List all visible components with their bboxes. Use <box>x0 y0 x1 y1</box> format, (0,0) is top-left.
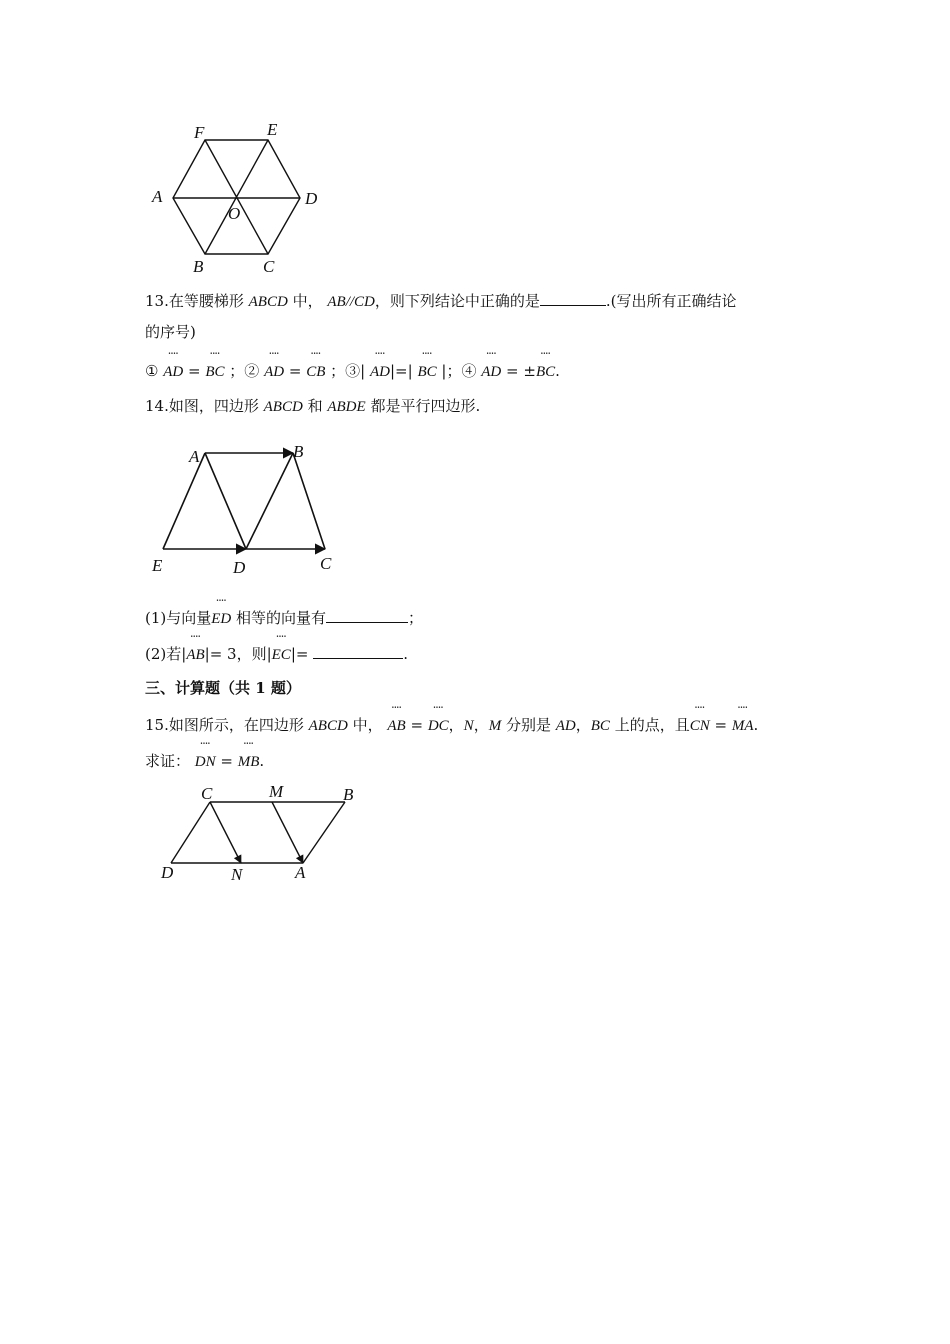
hex-label-a: A <box>152 187 163 206</box>
q15-figure <box>155 780 365 885</box>
q14-label-b: B <box>293 442 304 461</box>
parallelogram-figure <box>145 438 345 580</box>
q14-part2-blank[interactable] <box>313 644 403 659</box>
hex-label-e: E <box>267 120 278 139</box>
q15-label-c: C <box>201 784 213 803</box>
q15-label-d: D <box>161 863 174 882</box>
q14-label-e: E <box>152 556 163 575</box>
q14-title: 14.如图，四边形 ABCD 和 ABDE 都是平行四边形. <box>145 397 481 415</box>
hex-label-f: F <box>194 123 205 142</box>
q15-label-m: M <box>269 782 284 801</box>
hexagon-figure <box>145 118 330 278</box>
q13-options: ① ꞏꞏꞏꞏ AD = ꞏꞏꞏꞏ BC ；② ꞏꞏꞏꞏ AD = ꞏꞏꞏꞏ CB ；③| ꞏꞏꞏꞏ AD|=| ꞏꞏꞏꞏ BC |；④ ꞏꞏꞏꞏ AD = ±ꞏꞏꞏꞏ BC. <box>145 360 560 382</box>
q14-part1-blank[interactable] <box>326 608 408 623</box>
q13-line2: 的序号) <box>145 323 196 341</box>
q14-label-d: D <box>233 558 246 577</box>
q13-line1: 13.在等腰梯形 ABCD 中， AB//CD，则下列结论中正确的是 .(写出所有正确结论 <box>145 292 737 310</box>
hex-label-b: B <box>193 257 204 276</box>
hex-label-c: C <box>263 257 275 276</box>
q15-proof: 求证： ꞏꞏꞏꞏ DN = ꞏꞏꞏꞏ MB. <box>145 750 264 772</box>
hex-label-d: D <box>305 189 318 208</box>
q15-label-n: N <box>231 865 243 884</box>
q13-answer-blank[interactable] <box>540 291 606 306</box>
q14-part1: (1)与向量ꞏꞏꞏꞏ ED 相等的向量有 ； <box>145 607 423 629</box>
q14-label-c: C <box>320 554 332 573</box>
q14-part2: (2)若|ꞏꞏꞏꞏ AB|= 3，则|ꞏꞏꞏꞏ EC|= . <box>145 643 408 665</box>
q15-statement: 15.如图所示，在四边形 ABCD 中， ꞏꞏꞏꞏ AB = ꞏꞏꞏꞏ DC，N，M 分别是 AD，BC 上的点，且ꞏꞏꞏꞏ CN = ꞏꞏꞏꞏ MA. <box>145 714 758 736</box>
section-3-heading: 三、计算题（共 1 题） <box>145 679 301 697</box>
q14-label-a: A <box>189 447 200 466</box>
q15-label-a: A <box>295 863 306 882</box>
q15-label-b: B <box>343 785 354 804</box>
hex-label-o: O <box>228 204 241 223</box>
